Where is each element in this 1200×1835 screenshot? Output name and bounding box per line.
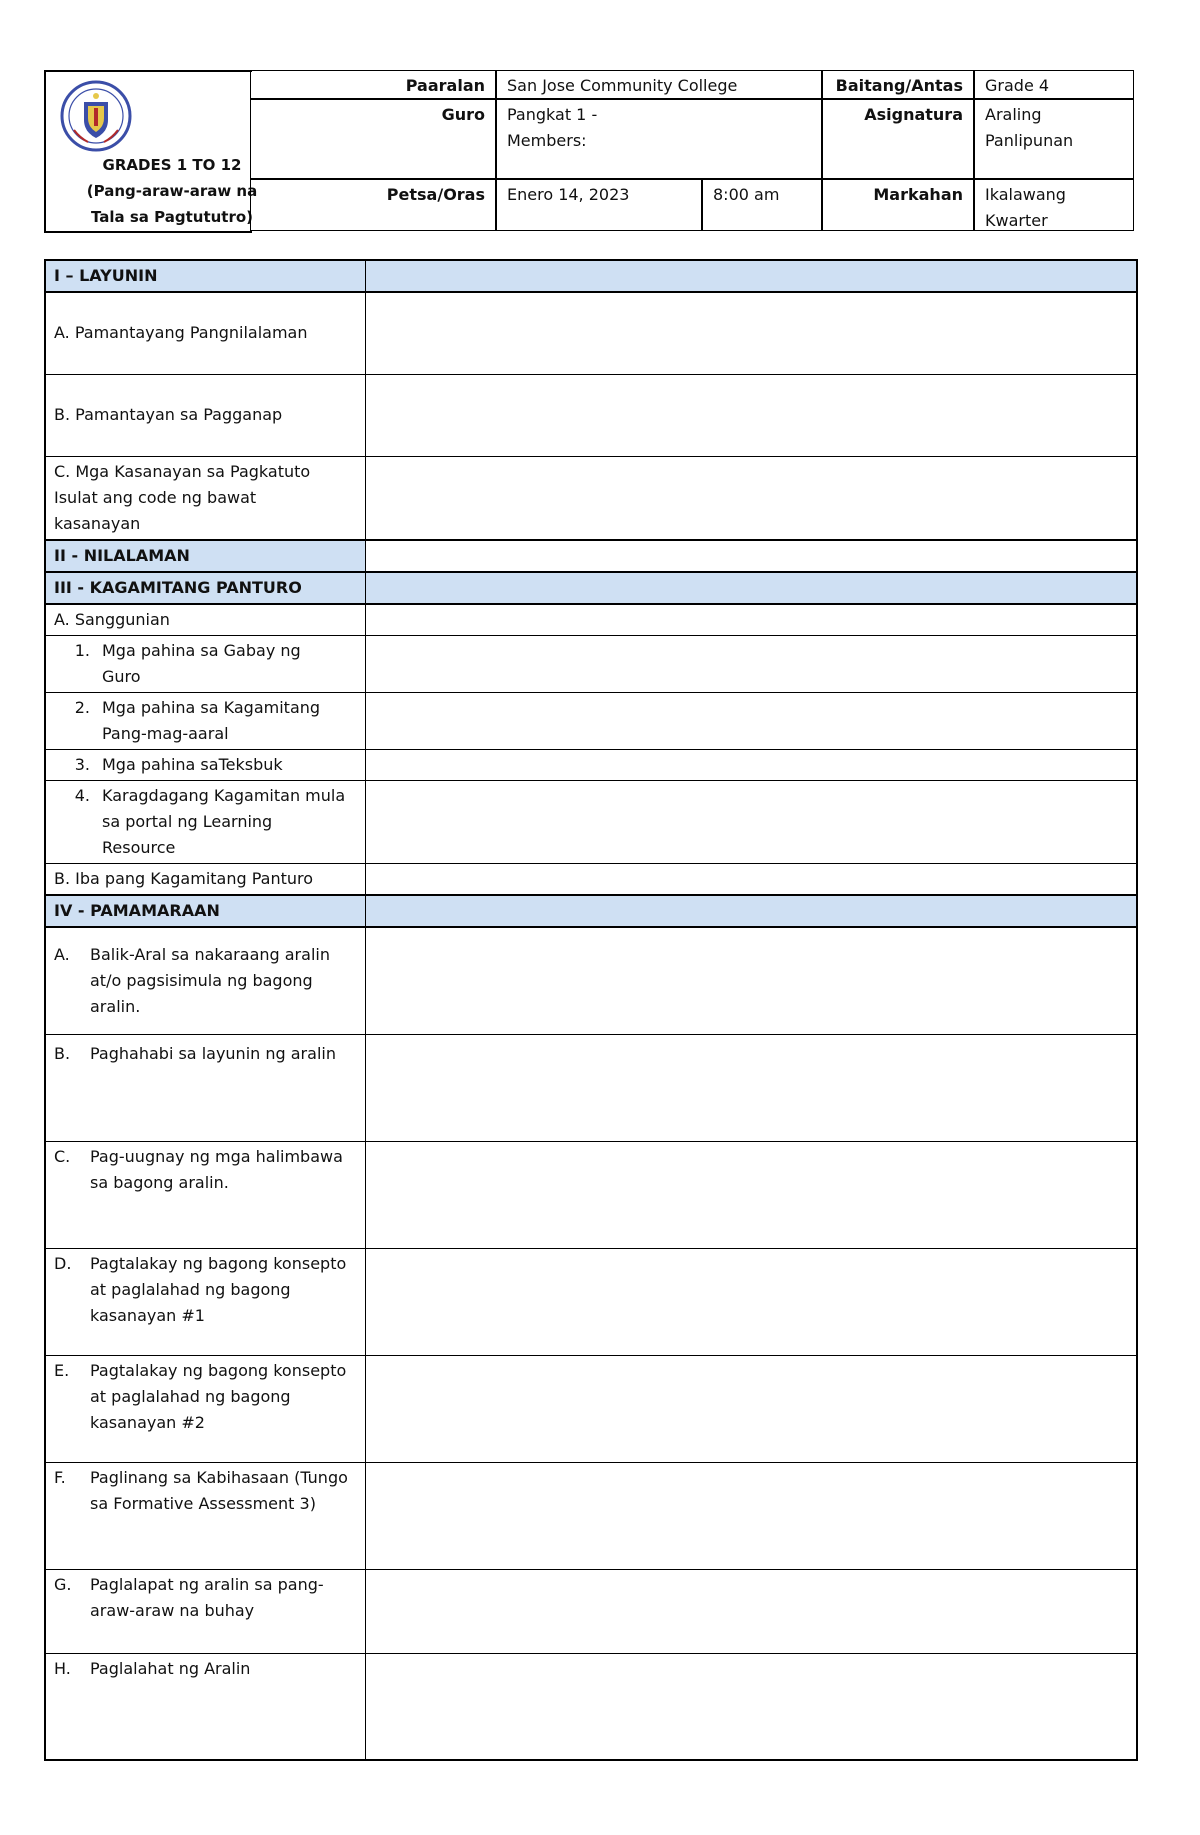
row-pagtalakay-1 — [45, 1248, 1137, 1355]
pd-letter: D. — [54, 1253, 72, 1273]
pa-letter: A. — [54, 945, 70, 964]
logo-box — [44, 70, 258, 233]
ph-input[interactable] — [365, 1653, 1137, 1760]
petsa-value: Enero 14, 2023 — [496, 179, 702, 231]
nilalaman-heading: II - NILALAMAN — [45, 540, 365, 572]
pd-text: Pagtalakay ng bagong konsepto at paglalahad ng bagong kasanayan #1 — [90, 1253, 347, 1325]
pf-letter: F. — [54, 1467, 66, 1487]
oras-value: 8:00 am — [702, 179, 822, 231]
s3-number: 3. — [74, 755, 90, 774]
markahan-label: Markahan — [822, 179, 974, 231]
asignatura-value-line-1: Araling — [985, 105, 1042, 124]
row-paghahabi — [45, 1034, 1137, 1141]
layunin-c-line-1: C. Mga Kasanayan sa Pagkatuto — [54, 461, 311, 481]
pc-letter: C. — [54, 1146, 71, 1166]
grades-label: GRADES 1 TO 12 — [102, 156, 242, 174]
s1-number: 1. — [74, 641, 90, 660]
sanggunian-label: A. Sanggunian — [45, 604, 365, 636]
row-pagtalakay-2 — [45, 1355, 1137, 1462]
s1-input[interactable] — [365, 636, 1137, 693]
s2-input[interactable] — [365, 693, 1137, 750]
pe-label — [45, 1355, 365, 1462]
section-kagamitan — [45, 572, 1137, 604]
ph-label — [45, 1653, 365, 1760]
s3-line-1: Mga pahina saTeksbuk — [102, 755, 283, 774]
row-pamantayan-sa-pagganap — [45, 374, 1137, 456]
asignatura-label: Asignatura — [822, 99, 974, 179]
layunin-c-line-3: kasanayan — [54, 513, 141, 533]
section-nilalaman — [45, 540, 1137, 572]
pa-label — [45, 927, 365, 1034]
pd-input[interactable] — [365, 1248, 1137, 1355]
s4-line-1: Karagdagang Kagamitan mula — [102, 786, 346, 805]
row-learning-resource — [45, 781, 1137, 864]
pb-label — [45, 1034, 365, 1141]
pe-input[interactable] — [365, 1355, 1137, 1462]
header-grid — [250, 70, 1130, 231]
pf-label — [45, 1462, 365, 1569]
s2-line-2: Pang-mag-aaral — [102, 724, 229, 743]
sanggunian-input[interactable] — [365, 604, 1137, 636]
pg-input[interactable] — [365, 1569, 1137, 1653]
lesson-plan — [44, 259, 1136, 1761]
s4-input[interactable] — [365, 781, 1137, 864]
layunin-a-input[interactable] — [365, 292, 1137, 374]
section-pamamaraan — [45, 895, 1137, 927]
pg-label — [45, 1569, 365, 1653]
guro-value — [496, 99, 822, 179]
layunin-fill[interactable] — [365, 260, 1137, 292]
pa-text: Balik-Aral sa nakaraang aralin at/o pagsisimula ng bagong aralin. — [90, 945, 330, 1016]
iba-pang-label: B. Iba pang Kagamitang Panturo — [45, 864, 365, 896]
pd-label — [45, 1248, 365, 1355]
pg-letter: G. — [54, 1574, 72, 1594]
header-block — [44, 70, 1134, 233]
pf-text: Paglinang sa Kabihasaan (Tungo sa Formative Assessment 3) — [90, 1467, 348, 1513]
kagamitan-heading: III - KAGAMITANG PANTURO — [45, 572, 365, 604]
markahan-value-line-2: Kwarter — [985, 211, 1048, 230]
pb-input[interactable] — [365, 1034, 1137, 1141]
markahan-value — [974, 179, 1134, 231]
layunin-b-label: B. Pamantayan sa Pagganap — [45, 374, 365, 456]
s4-number: 4. — [74, 786, 90, 805]
pc-label — [45, 1141, 365, 1248]
guro-value-line-2: Members: — [507, 131, 587, 150]
paaralan-label: Paaralan — [250, 70, 496, 99]
asignatura-value-line-2: Panlipunan — [985, 131, 1074, 150]
s1-label — [45, 636, 365, 693]
pc-input[interactable] — [365, 1141, 1137, 1248]
pb-text: Paghahabi sa layunin ng aralin — [90, 1043, 336, 1063]
row-pamantayang-pangnilalaman — [45, 292, 1137, 374]
s3-input[interactable] — [365, 750, 1137, 781]
paaralan-value: San Jose Community College — [496, 70, 822, 99]
layunin-a-label: A. Pamantayang Pangnilalaman — [45, 292, 365, 374]
s1-line-1: Mga pahina sa Gabay ng — [102, 641, 301, 660]
row-balik-aral — [45, 927, 1137, 1034]
row-gabay-guro — [45, 636, 1137, 693]
ph-letter: H. — [54, 1658, 71, 1678]
markahan-value-line-1: Ikalawang — [985, 185, 1066, 204]
pamamaraan-fill[interactable] — [365, 895, 1137, 927]
subtitle-line-1: (Pang-araw-araw na — [86, 182, 258, 200]
iba-pang-input[interactable] — [365, 864, 1137, 896]
layunin-c-line-2: Isulat ang code ng bawat — [54, 487, 257, 507]
s4-label — [45, 781, 365, 864]
row-paglalahat — [45, 1653, 1137, 1760]
section-layunin — [45, 260, 1137, 292]
pf-input[interactable] — [365, 1462, 1137, 1569]
s2-number: 2. — [74, 698, 90, 717]
petsa-label: Petsa/Oras — [250, 179, 496, 231]
kagamitan-fill[interactable] — [365, 572, 1137, 604]
s4-line-3: Resource — [102, 838, 176, 857]
layunin-heading: I – LAYUNIN — [45, 260, 365, 292]
pe-text: Pagtalakay ng bagong konsepto at paglalahad ng bagong kasanayan #2 — [90, 1360, 347, 1432]
asignatura-value — [974, 99, 1134, 179]
pa-input[interactable] — [365, 927, 1137, 1034]
pg-text: Paglalapat ng aralin sa pang-araw-araw na buhay — [90, 1574, 324, 1620]
subtitle-line-2: Tala sa Pagtututro) — [90, 208, 254, 226]
row-paglinang — [45, 1462, 1137, 1569]
row-iba-pang-kagamitan — [45, 864, 1137, 896]
nilalaman-input[interactable] — [365, 540, 1137, 572]
row-paglalapat — [45, 1569, 1137, 1653]
s2-line-1: Mga pahina sa Kagamitang — [102, 698, 321, 717]
lesson-plan-table — [44, 259, 1138, 1761]
pamamaraan-heading: IV - PAMAMARAAN — [45, 895, 365, 927]
ph-text: Paglalahat ng Aralin — [90, 1658, 251, 1678]
baitang-label: Baitang/Antas — [822, 70, 974, 99]
row-teksbuk — [45, 750, 1137, 781]
row-pag-uugnay — [45, 1141, 1137, 1248]
baitang-value: Grade 4 — [974, 70, 1134, 99]
layunin-c-input[interactable] — [365, 456, 1137, 540]
s4-line-2: sa portal ng Learning — [102, 812, 273, 831]
pc-text: Pag-uugnay ng mga halimbawa sa bagong aralin. — [90, 1146, 343, 1192]
layunin-c-label — [45, 456, 365, 540]
pb-letter: B. — [54, 1043, 71, 1063]
deped-seal-icon — [60, 80, 132, 152]
s1-line-2: Guro — [102, 667, 141, 686]
row-kasanayan — [45, 456, 1137, 540]
s2-label — [45, 693, 365, 750]
guro-value-line-1: Pangkat 1 - — [507, 105, 598, 124]
pe-letter: E. — [54, 1360, 70, 1380]
row-kagamitang-mag-aaral — [45, 693, 1137, 750]
s3-label — [45, 750, 365, 781]
row-sanggunian — [45, 604, 1137, 636]
layunin-b-input[interactable] — [365, 374, 1137, 456]
guro-label: Guro — [250, 99, 496, 179]
